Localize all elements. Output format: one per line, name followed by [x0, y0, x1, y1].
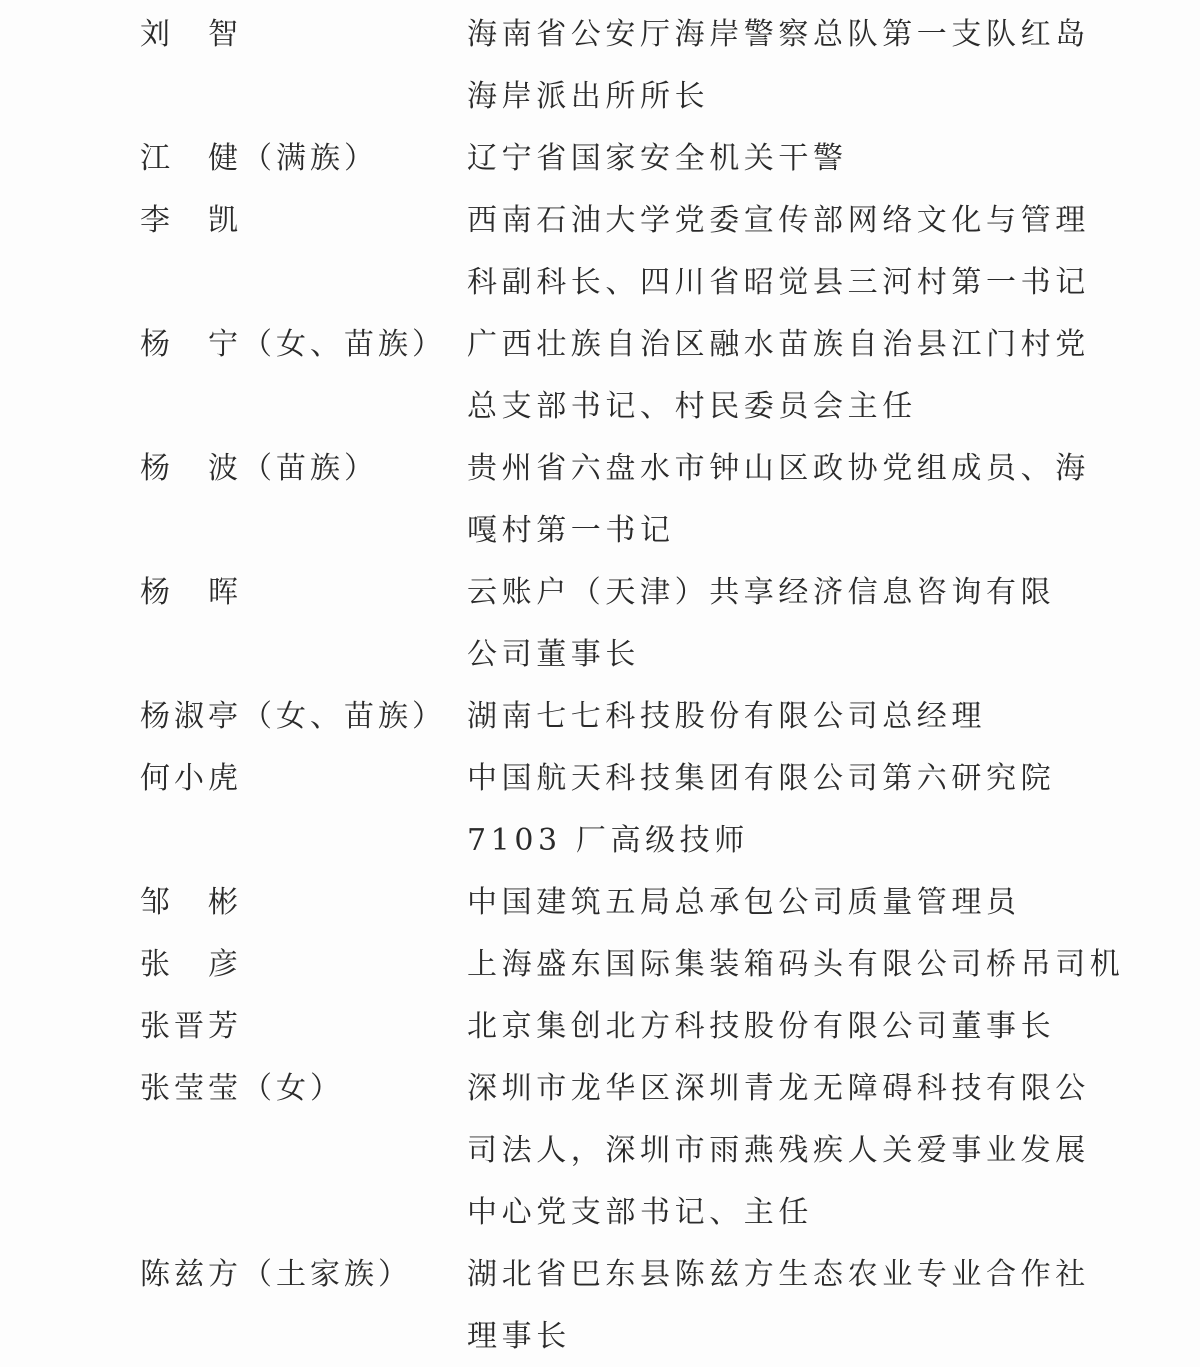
title-line: 科副科长、四川省昭觉县三河村第一书记 — [467, 265, 1090, 300]
title-line: 辽宁省国家安全机关干警 — [467, 141, 848, 176]
person-name: 张晋芳 — [140, 1009, 242, 1044]
title-line: 中国建筑五局总承包公司质量管理员 — [467, 885, 1021, 920]
title-line: 上海盛东国际集装箱码头有限公司桥吊司机 — [467, 947, 1125, 982]
title-line: 湖南七七科技股份有限公司总经理 — [467, 699, 986, 734]
person-title — [467, 314, 1090, 438]
person-name: 杨淑亭（女、苗族） — [140, 699, 446, 734]
person-name: 陈兹方（土家族） — [140, 1257, 412, 1292]
person-title — [467, 190, 1090, 314]
person-title — [467, 996, 1057, 1058]
person-name: 邹 彬 — [140, 885, 242, 920]
title-line: 海岸派出所所长 — [467, 79, 710, 114]
title-line: 总支部书记、村民委员会主任 — [467, 389, 917, 424]
person-title — [467, 438, 1090, 562]
title-line: 公司董事长 — [467, 637, 640, 672]
person-name: 张莹莹（女） — [140, 1071, 344, 1106]
title-line: 北京集创北方科技股份有限公司董事长 — [467, 1009, 1056, 1044]
title-line: 海南省公安厅海岸警察总队第一支队红岛 — [467, 17, 1090, 52]
person-name: 李 凯 — [140, 203, 242, 238]
person-title — [467, 934, 1125, 996]
person-title — [467, 4, 1090, 128]
title-line: 广西壮族自治区融水苗族自治县江门村党 — [467, 327, 1090, 362]
person-title — [467, 686, 1057, 748]
title-line: 中心党支部书记、主任 — [467, 1195, 813, 1230]
person-title — [467, 748, 1057, 872]
person-title — [467, 1058, 1090, 1244]
title-line: 理事长 — [467, 1319, 571, 1354]
title-line: 嘎村第一书记 — [467, 513, 675, 548]
title-line: 深圳市龙华区深圳青龙无障碍科技有限公 — [467, 1071, 1090, 1106]
person-name: 江 健（满族） — [140, 141, 378, 176]
title-line: 西南石油大学党委宣传部网络文化与管理 — [467, 203, 1090, 238]
person-title — [467, 1244, 1090, 1368]
title-line: 云账户（天津）共享经济信息咨询有限 — [467, 575, 1056, 610]
title-line: 贵州省六盘水市钟山区政协党组成员、海 — [467, 451, 1090, 486]
person-name: 张 彦 — [140, 947, 242, 982]
person-name: 杨 晖 — [140, 575, 242, 610]
title-line: 湖北省巴东县陈兹方生态农业专业合作社 — [467, 1257, 1090, 1292]
person-title — [467, 128, 1057, 190]
person-title — [467, 562, 1057, 686]
person-name: 刘 智 — [140, 17, 242, 52]
person-name: 杨 波（苗族） — [140, 451, 378, 486]
person-name: 杨 宁（女、苗族） — [140, 327, 446, 362]
person-title — [467, 872, 1057, 934]
title-line: 7103 厂高级技师 — [467, 823, 749, 858]
title-line: 司法人，深圳市雨燕残疾人关爱事业发展 — [467, 1133, 1090, 1168]
person-name: 何小虎 — [140, 761, 242, 796]
title-line: 中国航天科技集团有限公司第六研究院 — [467, 761, 1056, 796]
